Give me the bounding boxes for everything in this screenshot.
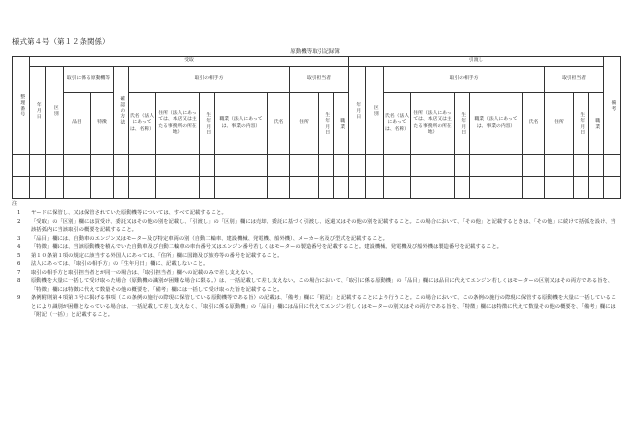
cp-birth-header-2: 生年月日 xyxy=(455,93,470,155)
notes-heading: 注 xyxy=(12,201,18,207)
cp-name-header: 氏名（法人にあっては、名称） xyxy=(129,93,156,155)
notes-list xyxy=(12,209,618,319)
note-number: 8 xyxy=(17,278,21,285)
note-text: ヤードに保管し、又は保管されていた原動機等については、すべて記載すること。 xyxy=(31,210,227,217)
staff-birth-header-2: 生年月日 xyxy=(574,93,589,155)
handover-class-header: 区別 xyxy=(366,67,384,155)
cp-address-header: 住所（法人にあっては、本店又は主たる事務所の所在地） xyxy=(156,93,200,155)
note-text: 法人にあっては、「取引の相手方」の「生年月日」欄に、記載しないこと。 xyxy=(31,261,209,268)
note-number: 4 xyxy=(17,244,21,251)
note-number: 2 xyxy=(17,218,21,225)
handover-header: 引渡し xyxy=(349,57,604,67)
note-text: 条例附則第４項第３号に掲げる事項（この条例の施行の際現に保管している原動機等である旨）の記載は、「備考」欄に「附記」と記載することにより行うこと。この場合において、この条例の施行の際現に保管する原動機を大量に一括していることにより識別が困難となっている場合は、一括記載して差し支えなく、「取引に係る原動機」の「品目」欄には品目に代えてエンジン若しくはモーターの別又はその両方である旨を、「特徴」欄には特徴に代えて数量その他の概要を、「備考」欄には「附記（一括）」と記載すること。 xyxy=(31,295,617,319)
table-row xyxy=(13,155,621,177)
note-item xyxy=(12,235,618,243)
register-table xyxy=(12,56,621,199)
cp-name-header-2: 氏名（法人にあっては、名称） xyxy=(384,93,411,155)
notes-section xyxy=(12,200,618,320)
note-item xyxy=(12,243,618,251)
confirm-method-header: 確認の方法 xyxy=(114,67,129,155)
staff-birth-header: 生年月日 xyxy=(319,93,334,155)
form-number: 様式第４号（第１２条関係） xyxy=(12,37,110,46)
note-text: 第１０条第１項の規定に該当する外国人にあっては、「住所」欄に国籍及び旅券等の番号を記載すること。 xyxy=(31,252,283,259)
staff-occupation-header: 職業 xyxy=(334,93,349,155)
note-item xyxy=(12,252,618,260)
note-item xyxy=(12,218,618,235)
note-number: 7 xyxy=(17,269,21,276)
cp-occupation-header: 職業（法人にあっては、事業の内容） xyxy=(215,93,268,155)
staff-occupation-header-2: 職業 xyxy=(589,93,604,155)
staff-name-header: 氏名 xyxy=(268,93,290,155)
handover-staff-header: 取引担当者 xyxy=(545,67,604,93)
note-item xyxy=(12,269,618,277)
receive-header: 受取 xyxy=(30,57,349,67)
note-number: 1 xyxy=(17,210,21,217)
document-title: 原動機等取引記録簿 xyxy=(290,49,340,55)
staff-name-header-2: 氏名 xyxy=(523,93,545,155)
cp-birth-header: 生年月日 xyxy=(200,93,215,155)
note-text: 「受取」の「区別」欄には買受け、委託又はその他の別を記載し、「引渡し」の「区別」欄には売却、委託に基づく引渡し、返還又はその他の別を記載すること。この場合において、「その他」と記載するときは、「その他」に続けて括弧を設け、当該括弧内に当該取引の概要を記載すること。 xyxy=(31,218,616,234)
note-text: 「特徴」欄には、当該原動機を積んでいた自動車及び自動二輪車の車台番号又はエンジン番号若しくはモーターの製造番号を記載すること。建設機械、発電機及び船外機は製造番号を記載すること。 xyxy=(31,244,502,251)
features-header: 特徴 xyxy=(91,93,114,155)
note-item xyxy=(12,260,618,268)
note-text: 取引の相手方と取引担当者とが同一の場合は、「取引担当者」欄への記載のみで差し支えない。 xyxy=(31,269,257,276)
receive-counterparty-header: 取引の相手方 xyxy=(129,67,290,93)
receive-date-header: 年月日 xyxy=(30,67,46,155)
note-number: 5 xyxy=(17,252,21,259)
note-text: 「品目」欄には、自動車のエンジン又はモーター及び特定車両の別（自動二輪車、建設機械、発電機、船外機）、メーカー名及び型式を記載すること。 xyxy=(31,235,388,242)
staff-address-header-2: 住所 xyxy=(545,93,574,155)
serial-header: 整理番号 xyxy=(13,57,30,155)
remarks-header: 備考 xyxy=(604,57,621,155)
cp-occupation-header-2: 職業（法人にあっては、事業の内容） xyxy=(470,93,523,155)
note-text: 原動機を大量に一括して受け取った場合（原動機の識別が困難な場合に限る。）は、一括記載して差し支えない。この場合において、「取引に係る原動機」の「品目」欄には品目に代えてエンジン若しくはモーターの区別又はその両方である旨を、「特徴」欄には特徴に代えて数量その他の概要を、「備考」欄には一括して受け取った旨を記載すること。 xyxy=(31,278,614,293)
cp-address-header-2: 住所（法人にあっては、本店又は主たる事務所の所在地） xyxy=(411,93,455,155)
staff-address-header: 住所 xyxy=(290,93,319,155)
note-item xyxy=(12,277,618,294)
note-number: 9 xyxy=(17,295,21,302)
receive-class-header: 区別 xyxy=(46,67,64,155)
note-item xyxy=(12,209,618,217)
goods-header: 取引に係る原動機等 xyxy=(64,67,114,93)
note-number: 6 xyxy=(17,261,21,268)
handover-date-header: 年月日 xyxy=(349,67,366,155)
item-name-header: 品目 xyxy=(64,93,91,155)
note-number: 3 xyxy=(17,235,21,242)
receive-staff-header: 取引担当者 xyxy=(290,67,349,93)
note-item xyxy=(12,294,618,319)
handover-counterparty-header: 取引の相手方 xyxy=(384,67,545,93)
table-row xyxy=(13,177,621,199)
